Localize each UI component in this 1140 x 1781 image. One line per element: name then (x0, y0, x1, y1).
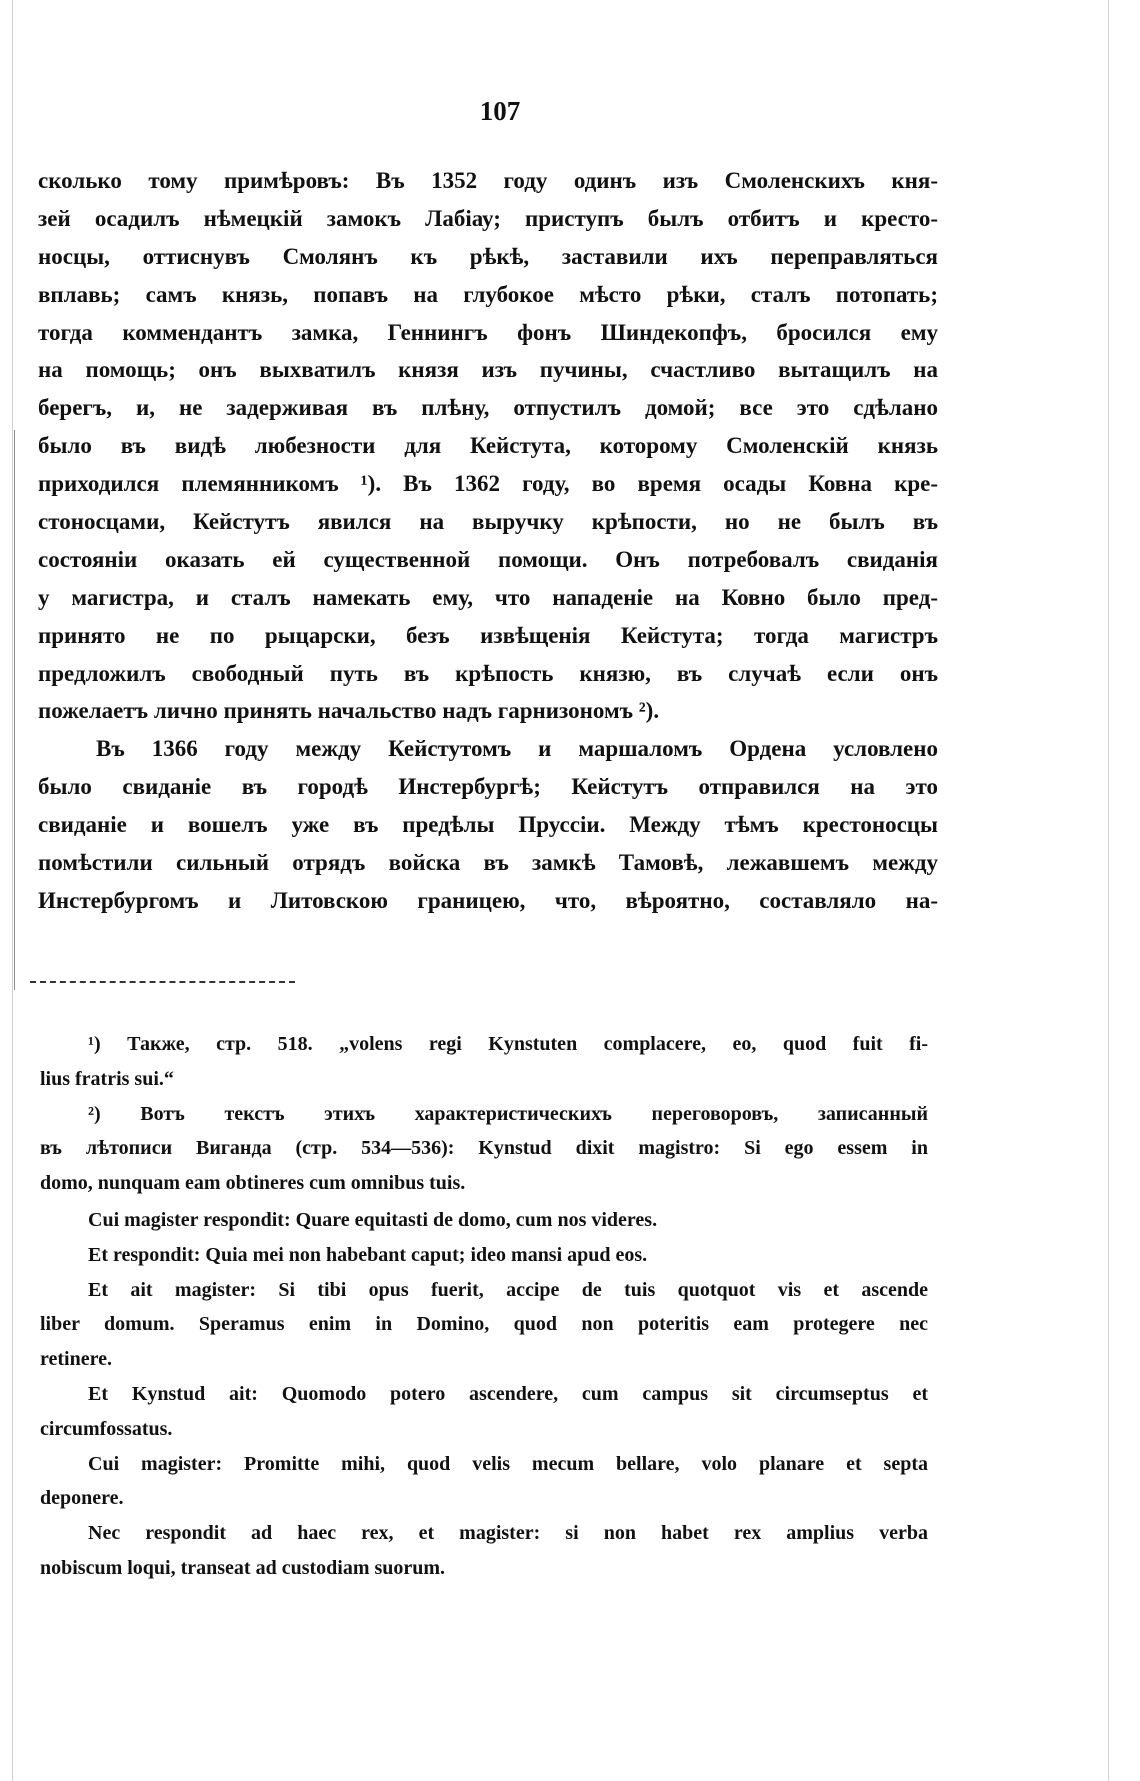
footnotes (40, 1027, 928, 1586)
quote-line: Et respondit: Quia mei non habebant caput; ideo mansi apud eos. (88, 1243, 648, 1266)
footnote-separator (30, 981, 295, 983)
text-line: у магистра, и сталъ намекать ему, что нападеніе на Ковно было пред- (38, 584, 938, 610)
text-line: сколько тому примѣровъ: Въ 1352 году одинъ изъ Смоленскихъ кня- (38, 168, 938, 193)
quote-line: Et ait magister: Si tibi opus fuerit, accipe de tuis quotquot vis et ascende (88, 1278, 928, 1301)
text-line: предложилъ свободный путь въ крѣпость князю, въ случаѣ если онъ (38, 660, 938, 686)
text-line: свиданіе и вошелъ уже въ предѣлы Пруссіи. Между тѣмъ крестоносцы (38, 812, 938, 838)
scan-left-edge (12, 0, 13, 1781)
paragraph-start-line: Въ 1366 году между Кейстутомъ и маршаломъ Ордена условлено (96, 736, 938, 762)
page-number: 107 (479, 96, 521, 126)
quote-line: Et Kynstud ait: Quomodo potero ascendere, cum campus sit circumseptus et (88, 1382, 928, 1405)
quote-line: nobiscum loqui, transeat ad custodiam suorum. (40, 1556, 446, 1579)
scan-right-edge (1108, 0, 1109, 1781)
text-line: на помощь; онъ выхватилъ князя изъ пучины, счастливо вытащилъ на (38, 357, 938, 383)
text-line: Инстербургомъ и Литовскою границею, что, вѣроятно, составляло на- (38, 887, 938, 913)
quote-line: deponere. (40, 1487, 124, 1510)
footnote-2-line: ²) Вотъ текстъ этихъ характеристическихъ переговоровъ, записанный (88, 1102, 928, 1125)
quote-line: Cui magister: Promitte mihi, quod velis mecum bellare, volo planare et septa (88, 1452, 928, 1475)
main-text (38, 162, 938, 920)
text-line: было свиданіе въ городѣ Инстербургѣ; Кейстутъ отправился на это (38, 774, 938, 800)
scan-left-edge-dark (14, 430, 15, 990)
text-line: зей осадилъ нѣмецкій замокъ Лабіау; приступъ былъ отбитъ и кресто- (38, 205, 938, 231)
footnote-2-line: domo, nunquam eam obtineres cum omnibus tuis. (40, 1172, 466, 1195)
text-line: принято не по рыцарски, безъ извѣщенія Кейстута; тогда магистръ (38, 622, 938, 648)
text-line: носцы, оттиснувъ Смолянъ къ рѣкѣ, заставили ихъ переправляться (38, 243, 938, 269)
text-line: берегъ, и, не задерживая въ плѣну, отпустилъ домой; все это сдѣлано (38, 395, 938, 421)
text-line: тогда коммендантъ замка, Геннингъ фонъ Шиндекопфъ, бросился ему (38, 319, 938, 345)
text-line: стоносцами, Кейстутъ явился на выручку крѣпости, но не былъ въ (38, 509, 938, 535)
text-line: пожелаетъ лично принять начальство надъ гарнизономъ ²). (38, 698, 660, 724)
quote-line: circumfossatus. (40, 1417, 173, 1440)
footnote-1-line: lius fratris sui.“ (40, 1067, 174, 1090)
footnote-2-line: въ лѣтописи Виганда (стр. 534—536): Kynstud dixit magistro: Si ego essem in (40, 1137, 928, 1160)
text-line: вплавь; самъ князь, попавъ на глубокое мѣсто рѣки, сталъ потопать; (38, 281, 938, 307)
text-line: состояніи оказать ей существенной помощи. Онъ потребовалъ свиданія (38, 546, 938, 572)
quote-line: retinere. (40, 1348, 113, 1371)
footnote-1-line: ¹) Также, стр. 518. „volens regi Kynstuten complacere, eo, quod fuit fi- (88, 1033, 928, 1055)
text-line: помѣстили сильный отрядъ войска въ замкѣ Тамовѣ, лежавшемъ между (38, 850, 938, 876)
text-line: было въ видѣ любезности для Кейстута, которому Смоленскій князь (38, 433, 938, 459)
quote-line: liber domum. Speramus enim in Domino, quod non poteritis eam protegere nec (40, 1313, 928, 1336)
text-line: приходился племянникомъ ¹). Въ 1362 году, во время осады Ковна кре- (38, 471, 938, 497)
quote-line: Cui magister respondit: Quare equitasti de domo, cum nos videres. (88, 1208, 658, 1231)
quote-line: Nec respondit ad haec rex, et magister: si non habet rex amplius verba (88, 1522, 928, 1545)
